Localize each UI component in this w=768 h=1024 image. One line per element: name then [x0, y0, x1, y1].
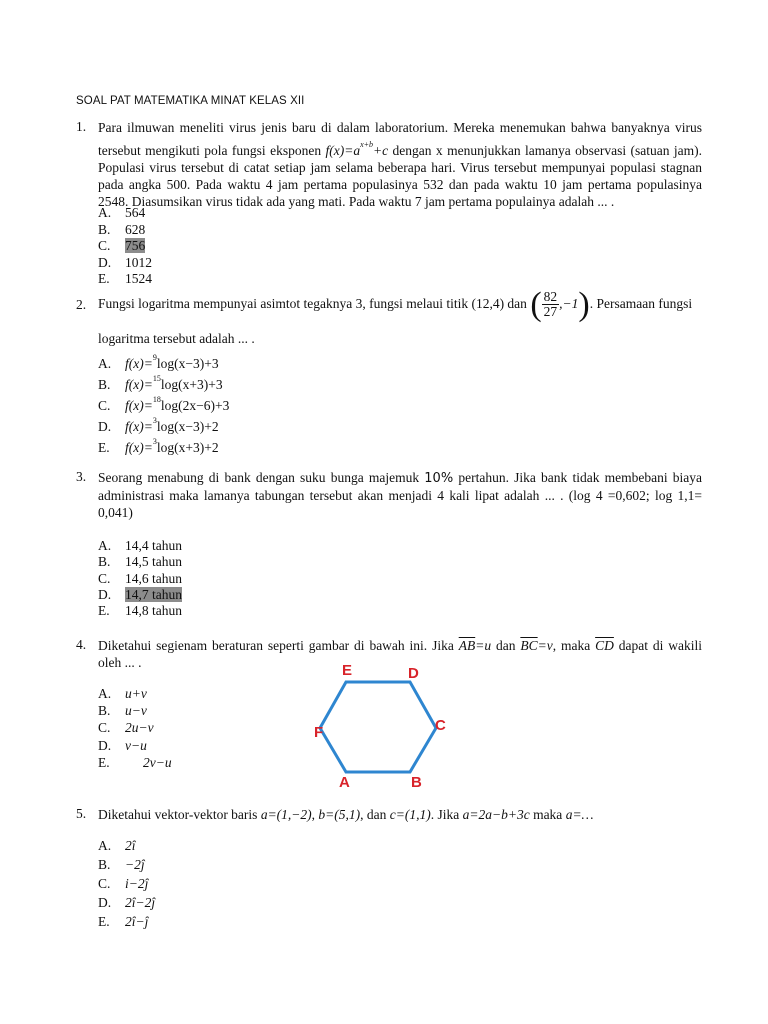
- option-value: 2v−u: [143, 754, 172, 770]
- option-letter: D.: [98, 586, 112, 602]
- option-letter: D.: [98, 419, 112, 434]
- option-letter: E.: [98, 440, 110, 455]
- option-letter: C.: [98, 720, 111, 736]
- question-4-option-d[interactable]: [98, 738, 147, 754]
- option-function: f(x)=: [125, 419, 153, 434]
- question-5-number: 5.: [76, 806, 87, 821]
- option-letter: C.: [98, 398, 111, 413]
- question-4-text-part2: , maka: [552, 638, 591, 653]
- word-maka: maka: [533, 807, 563, 822]
- log-base: 15: [152, 374, 161, 383]
- hexagon-label-c: C: [435, 717, 446, 734]
- question-3-text-part2: pertahun. Jika bank tidak membebani biaya administrasi maka lamanya tabungan tersebut akan menjadi 4 kali lipat adalah ... . (log 4 =0,602; log 1,1= 0,041): [98, 470, 702, 520]
- question-5-option-a[interactable]: [98, 838, 136, 854]
- question-3-option-b[interactable]: [98, 554, 182, 570]
- question-2-text: [98, 286, 702, 322]
- question-5-option-d[interactable]: [98, 895, 155, 911]
- option-value: 2u−v: [125, 720, 154, 736]
- vector-bc-value: =v: [537, 638, 553, 653]
- option-letter: D.: [98, 254, 112, 270]
- option-value: 14,7 tahun: [125, 586, 182, 602]
- option-function: f(x)=: [125, 398, 153, 413]
- word-dan: dan: [366, 807, 387, 822]
- option-letter: C.: [98, 570, 111, 586]
- option-log-expression: log(x−3)+2: [156, 419, 219, 434]
- option-log-expression: log(x−3)+3: [156, 356, 219, 371]
- question-2-option-d[interactable]: [98, 413, 219, 434]
- log-base: 9: [152, 353, 157, 362]
- hexagon-label-d: D: [408, 665, 419, 682]
- option-letter: A.: [98, 356, 112, 371]
- option-value: 2î: [125, 838, 136, 853]
- hexagon-label-a: A: [339, 774, 350, 790]
- option-value: v−u: [125, 737, 147, 753]
- vector-b-definition: b=(5,1): [318, 807, 361, 822]
- hexagon-label-f: F: [314, 724, 324, 741]
- question-1-option-c[interactable]: [98, 238, 145, 254]
- option-value: 14,6 tahun: [125, 570, 182, 586]
- option-letter: B.: [98, 221, 111, 237]
- vector-a-definition: a=(1,−2): [260, 807, 312, 822]
- question-3-option-d[interactable]: [98, 587, 182, 603]
- question-4-option-b[interactable]: [98, 703, 147, 719]
- question-5-option-b[interactable]: [98, 857, 145, 873]
- question-2-option-c[interactable]: [98, 392, 230, 413]
- word-jika: Jika: [437, 807, 460, 822]
- interest-rate: 10%: [424, 471, 454, 486]
- vector-c-definition: c=(1,1): [389, 807, 431, 822]
- question-3-number: 3.: [76, 469, 87, 484]
- option-value: 2î−2ĵ: [125, 895, 156, 910]
- question-1-text: [98, 119, 702, 210]
- question-2-option-e[interactable]: [98, 434, 219, 455]
- question-3-option-a[interactable]: [98, 538, 182, 554]
- vector-ab-value: =u: [475, 638, 492, 653]
- option-letter: C.: [98, 876, 111, 891]
- option-function: f(x)=: [125, 356, 153, 371]
- point-y-value: ,−1: [559, 296, 579, 311]
- question-5-text-part1: Diketahui vektor-vektor baris: [98, 807, 258, 822]
- question-2-option-b[interactable]: [98, 371, 223, 392]
- option-value: 2î−ĵ: [125, 914, 149, 929]
- question-2-text-part2: . Persamaan fungsi: [589, 296, 693, 311]
- formula-exponent: x+b: [360, 140, 374, 149]
- question-4-option-e[interactable]: [98, 755, 172, 771]
- question-3-text: [98, 469, 702, 521]
- question-1-option-e[interactable]: [98, 271, 152, 287]
- option-value: 1524: [125, 271, 152, 286]
- option-log-expression: log(2x−6)+3: [160, 398, 230, 413]
- option-value: −2ĵ: [125, 857, 145, 872]
- question-5-option-e[interactable]: [98, 914, 148, 930]
- option-value: 14,4 tahun: [125, 538, 182, 553]
- option-function: f(x)=: [125, 440, 153, 455]
- option-log-expression: log(x+3)+3: [160, 377, 223, 392]
- question-2-number: 2.: [76, 297, 87, 312]
- question-1-option-a[interactable]: [98, 205, 145, 221]
- option-letter: B.: [98, 377, 111, 392]
- option-value: i−2ĵ: [125, 876, 149, 891]
- fraction-denominator: 27: [543, 304, 558, 320]
- option-letter: E.: [98, 754, 110, 770]
- question-5-option-c[interactable]: [98, 876, 148, 892]
- vector-ab: $\overline{AB}$: [458, 638, 476, 653]
- option-value: 14,5 tahun: [125, 554, 182, 570]
- option-value: u+v: [125, 686, 147, 701]
- question-4-text-part1: Diketahui segienam beraturan seperti gambar di bawah ini. Jika: [98, 638, 454, 653]
- paren-close: ): [578, 285, 590, 323]
- option-letter: E.: [98, 603, 110, 619]
- log-base: 3: [152, 437, 157, 446]
- question-2-option-a[interactable]: [98, 350, 219, 371]
- question-1-text-part2: dengan x menunjukkan lamanya observasi (satuan jam). Populasi virus tersebut di catat setiap jam selama beberapa hari. Virus tersebut mempunyai populasi stagnan pada angka 500. Pada waktu 4 jam pertama populasinya 532 dan pada waktu 10 jam pertama populasinya 2548. Diasumsikan virus tidak ada yang mati. Pada waktu 7 jam pertama populainya adalah ... .: [98, 143, 702, 209]
- word-dan: dan: [495, 638, 516, 653]
- option-log-expression: log(x+3)+2: [156, 440, 219, 455]
- question-3-text-part1: Seorang menabung di bank dengan suku bunga majemuk: [98, 470, 420, 485]
- option-function: f(x)=: [125, 377, 153, 392]
- option-letter: A.: [98, 538, 112, 553]
- question-3-option-e[interactable]: [98, 603, 182, 619]
- option-letter: B.: [98, 703, 111, 719]
- option-letter: E.: [98, 914, 110, 929]
- option-letter: A.: [98, 838, 112, 853]
- question-4-text-part3: dapat di wakili oleh ... .: [98, 638, 703, 670]
- question-1-option-b[interactable]: [98, 222, 145, 238]
- log-base: 18: [152, 395, 161, 404]
- question-4-option-a[interactable]: [98, 686, 147, 702]
- question-2-text-part1: Fungsi logaritma mempunyai asimtot tegaknya 3, fungsi melaui titik (12,4) dan: [98, 296, 527, 311]
- question-3-option-c[interactable]: [98, 571, 182, 587]
- hexagon-label-b: B: [411, 774, 422, 790]
- option-value: 628: [125, 221, 146, 237]
- option-letter: A.: [98, 205, 112, 220]
- log-base: 3: [152, 416, 157, 425]
- option-letter: D.: [98, 895, 112, 910]
- question-1-text-part1: Para ilmuwan meneliti virus jenis baru di dalam laboratorium. Mereka menemukan bahwa banyaknya virus tersebut mengikuti pola fungsi eksponen: [98, 120, 702, 158]
- option-value: 564: [125, 205, 146, 220]
- option-letter: C.: [98, 238, 111, 253]
- vector-question: a=…: [565, 807, 594, 822]
- formula-fx: f(x)=a: [325, 143, 361, 158]
- question-4-number: 4.: [76, 637, 87, 652]
- question-1-number: 1.: [76, 119, 87, 134]
- question-4-option-c[interactable]: [98, 720, 154, 736]
- option-letter: A.: [98, 686, 112, 701]
- question-1-option-d[interactable]: [98, 255, 152, 271]
- option-value: 756: [125, 238, 146, 253]
- option-letter: B.: [98, 554, 111, 570]
- exponential-formula: [325, 140, 389, 158]
- question-2-text-part3: logaritma tersebut adalah ... .: [98, 331, 255, 346]
- option-value: u−v: [125, 703, 147, 719]
- page-title: SOAL PAT MATEMATIKA MINAT KELAS XII: [76, 95, 305, 107]
- option-value: 14,8 tahun: [125, 603, 182, 619]
- option-letter: D.: [98, 737, 112, 753]
- paren-open: (: [530, 285, 542, 323]
- hexagon-label-e: E: [342, 662, 353, 679]
- hexagon-diagram: [310, 660, 460, 790]
- formula-constant: +c: [373, 143, 389, 158]
- vector-bc: $\overline{BC}$: [520, 638, 538, 653]
- option-letter: E.: [98, 271, 110, 286]
- vector-cd: $\overline{CD}$: [595, 638, 614, 653]
- fraction: [542, 290, 560, 319]
- hexagon-shape: [320, 682, 436, 772]
- question-5-text: Diketahui vektor-vektor baris a=(1,−2), b=(5,1), dan c=(1,1). Jika a=2a−b+3c maka a=…: [98, 807, 594, 822]
- fraction-numerator: 82: [543, 289, 558, 305]
- vector-expression: a=2a−b+3c: [462, 807, 530, 822]
- option-letter: B.: [98, 857, 111, 872]
- option-value: 1012: [125, 254, 152, 270]
